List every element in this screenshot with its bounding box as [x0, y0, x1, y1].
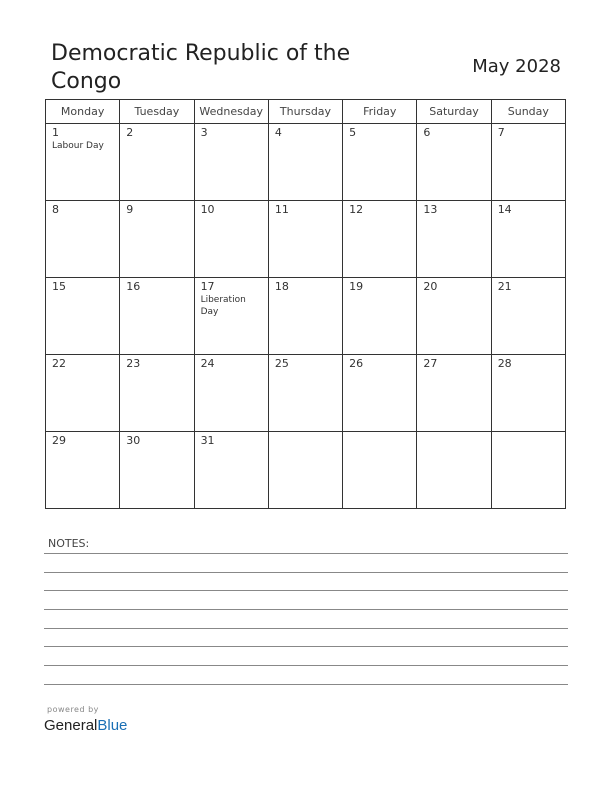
note-line [44, 665, 568, 666]
day-cell[interactable] [491, 432, 565, 509]
day-number: 8 [52, 203, 59, 216]
day-cell[interactable] [343, 201, 417, 278]
day-number: 17 [200, 280, 215, 293]
day-number: 1 [52, 126, 59, 139]
day-cell[interactable] [120, 124, 194, 201]
day-number: 25 [274, 357, 289, 370]
weekday-sunday: Sunday [491, 100, 565, 124]
note-line [44, 684, 568, 685]
day-cell[interactable] [46, 201, 120, 278]
note-line [44, 646, 568, 647]
day-cell[interactable] [417, 124, 491, 201]
day-cell[interactable] [46, 124, 120, 201]
weekday-thursday: Thursday [268, 100, 342, 124]
note-line [44, 628, 568, 629]
day-number: 20 [423, 280, 438, 293]
day-cell[interactable] [120, 355, 194, 432]
day-cell[interactable] [194, 124, 268, 201]
calendar-grid [45, 99, 566, 509]
day-cell[interactable] [268, 124, 342, 201]
day-cell[interactable] [417, 432, 491, 509]
day-number: 5 [349, 126, 357, 139]
day-cell[interactable] [417, 278, 491, 355]
brand-general: General [44, 717, 98, 734]
notes-label: NOTES: [48, 537, 90, 550]
day-cell[interactable] [120, 201, 194, 278]
brand-logo[interactable] [44, 717, 127, 734]
day-number: 31 [200, 434, 215, 447]
day-number: 26 [349, 357, 364, 370]
day-number: 3 [200, 126, 208, 139]
day-cell[interactable] [491, 201, 565, 278]
day-cell[interactable] [343, 124, 417, 201]
week-row [46, 278, 566, 355]
note-line [44, 553, 568, 554]
day-number: 21 [497, 280, 512, 293]
day-cell[interactable] [268, 432, 342, 509]
day-number: 24 [200, 357, 215, 370]
weekday-friday: Friday [343, 100, 417, 124]
note-line [44, 572, 568, 573]
weekday-monday: Monday [46, 100, 120, 124]
day-cell[interactable] [268, 201, 342, 278]
day-number: 18 [274, 280, 289, 293]
day-number: 30 [126, 434, 141, 447]
day-number: 16 [126, 280, 141, 293]
day-cell[interactable] [194, 432, 268, 509]
day-cell[interactable] [46, 355, 120, 432]
day-cell[interactable] [194, 201, 268, 278]
day-number: 12 [349, 203, 364, 216]
day-number: 28 [497, 357, 512, 370]
day-cell[interactable] [268, 355, 342, 432]
day-number: 14 [497, 203, 512, 216]
weekday-saturday: Saturday [417, 100, 491, 124]
day-cell[interactable] [491, 124, 565, 201]
day-number: 15 [52, 280, 66, 293]
day-cell[interactable] [491, 355, 565, 432]
week-row [46, 124, 566, 201]
holiday-label: Liberation Day [200, 295, 246, 317]
day-number: 22 [52, 357, 66, 370]
day-number: 4 [274, 126, 282, 139]
day-cell[interactable] [417, 201, 491, 278]
week-row [46, 432, 566, 509]
day-cell[interactable] [46, 432, 120, 509]
day-cell[interactable] [268, 278, 342, 355]
note-line [44, 609, 568, 610]
day-number: 11 [274, 203, 289, 216]
day-number: 27 [423, 357, 438, 370]
day-number: 7 [497, 126, 505, 139]
day-cell[interactable] [120, 432, 194, 509]
day-cell[interactable] [120, 278, 194, 355]
weekday-header-row [46, 100, 566, 124]
day-number: 23 [126, 357, 141, 370]
day-number: 19 [349, 280, 364, 293]
note-line [44, 590, 568, 591]
day-number: 13 [423, 203, 438, 216]
day-cell[interactable] [194, 355, 268, 432]
week-row [46, 355, 566, 432]
month-year: May 2028 [472, 56, 561, 77]
day-number: 9 [126, 203, 134, 216]
day-cell[interactable] [46, 278, 120, 355]
weekday-wednesday: Wednesday [194, 100, 268, 124]
holiday-label: Labour Day [52, 141, 104, 151]
week-row [46, 201, 566, 278]
day-number: 29 [52, 434, 66, 447]
day-cell[interactable] [343, 432, 417, 509]
weekday-tuesday: Tuesday [120, 100, 194, 124]
powered-by-text: powered by [47, 705, 99, 714]
brand-blue: Blue [97, 717, 128, 734]
day-number: 10 [200, 203, 215, 216]
calendar-body [46, 124, 566, 509]
day-cell[interactable] [417, 355, 491, 432]
day-cell[interactable] [194, 278, 268, 355]
day-cell[interactable] [343, 355, 417, 432]
day-number: 2 [126, 126, 134, 139]
page-title: Democratic Republic of the Congo [51, 41, 351, 94]
day-cell[interactable] [491, 278, 565, 355]
day-number: 6 [423, 126, 431, 139]
day-cell[interactable] [343, 278, 417, 355]
